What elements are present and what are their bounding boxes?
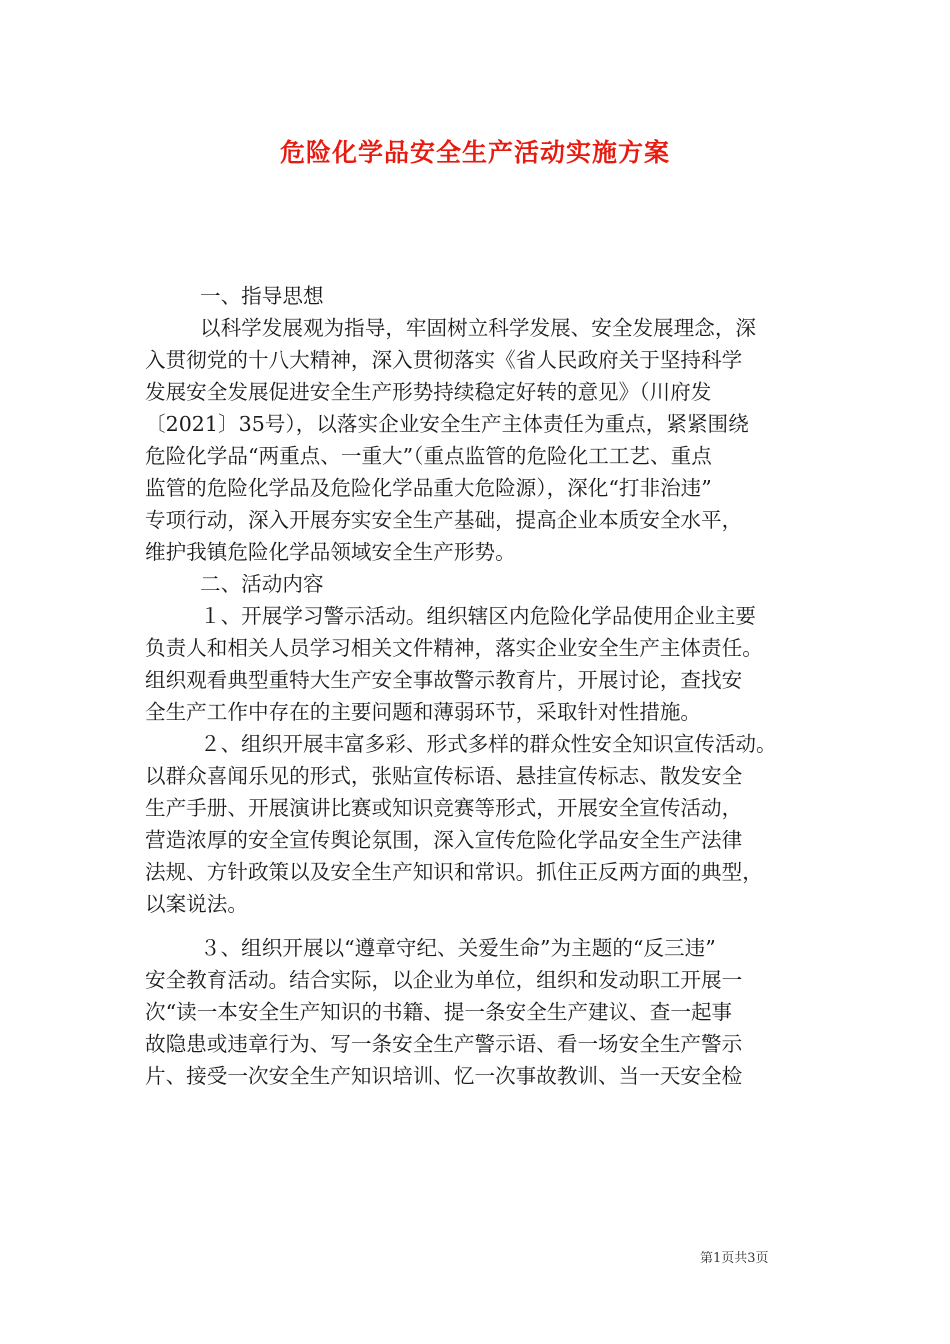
heading-activity-content: 二、活动内容 — [200, 572, 324, 596]
paragraph-line: 以群众喜闻乐见的形式，张贴宣传标语、悬挂宣传标志、散发安全 — [145, 764, 743, 788]
paragraph-line: 专项行动，深入开展夯实安全生产基础，提高企业本质安全水平， — [145, 508, 743, 532]
paragraph-line: 营造浓厚的安全宣传舆论氛围，深入宣传危险化学品安全生产法律 — [145, 828, 743, 852]
page-number: 第1页共3页 — [700, 1251, 769, 1266]
paragraph-line: 负责人和相关人员学习相关文件精神，落实企业安全生产主体责任。 — [145, 636, 763, 660]
paragraph-line: 生产手册、开展演讲比赛或知识竞赛等形式，开展安全宣传活动， — [145, 796, 743, 820]
paragraph-line: 维护我镇危险化学品领域安全生产形势。 — [145, 540, 516, 564]
paragraph-line: 次“读一本安全生产知识的书籍、提一条安全生产建议、查一起事 — [145, 1000, 733, 1024]
paragraph-line: 危险化学品“两重点、一重大”（重点监管的危险化工工艺、重点 — [145, 444, 712, 468]
paragraph-line: 片、接受一次安全生产知识培训、忆一次事故教训、当一天安全检 — [145, 1064, 743, 1088]
paragraph-line: １、开展学习警示活动。组织辖区内危险化学品使用企业主要 — [200, 604, 757, 628]
paragraph-line: 故隐患或违章行为、写一条安全生产警示语、看一场安全生产警示 — [145, 1032, 743, 1056]
paragraph-line: 以科学发展观为指导，牢固树立科学发展、安全发展理念，深 — [200, 316, 757, 340]
paragraph-line: 安全教育活动。结合实际，以企业为单位，组织和发动职工开展一 — [145, 968, 743, 992]
paragraph-line: 以案说法。 — [145, 892, 248, 916]
paragraph-line: ３、组织开展以“遵章守纪、关爱生命”为主题的“反三违” — [200, 936, 716, 960]
paragraph-line: 法规、方针政策以及安全生产知识和常识。抓住正反两方面的典型， — [145, 860, 763, 884]
paragraph-line: 入贯彻党的十八大精神，深入贯彻落实《省人民政府关于坚持科学 — [145, 348, 743, 372]
paragraph-line: 全生产工作中存在的主要问题和薄弱环节，采取针对性措施。 — [145, 700, 702, 724]
document-title: 危险化学品安全生产活动实施方案 — [279, 138, 670, 167]
heading-guiding-thought: 一、指导思想 — [200, 284, 324, 308]
paragraph-line: 组织观看典型重特大生产安全事故警示教育片，开展讨论，查找安 — [145, 668, 743, 692]
paragraph-line: 发展安全发展促进安全生产形势持续稳定好转的意见》（川府发 — [145, 380, 712, 404]
paragraph-line: 监管的危险化学品及危险化学品重大危险源），深化“打非治违” — [145, 476, 712, 500]
paragraph-line: 〔2021〕35号），以落实企业安全生产主体责任为重点，紧紧围绕 — [145, 412, 749, 436]
paragraph-line: ２、组织开展丰富多彩、形式多样的群众性安全知识宣传活动。 — [200, 732, 777, 756]
